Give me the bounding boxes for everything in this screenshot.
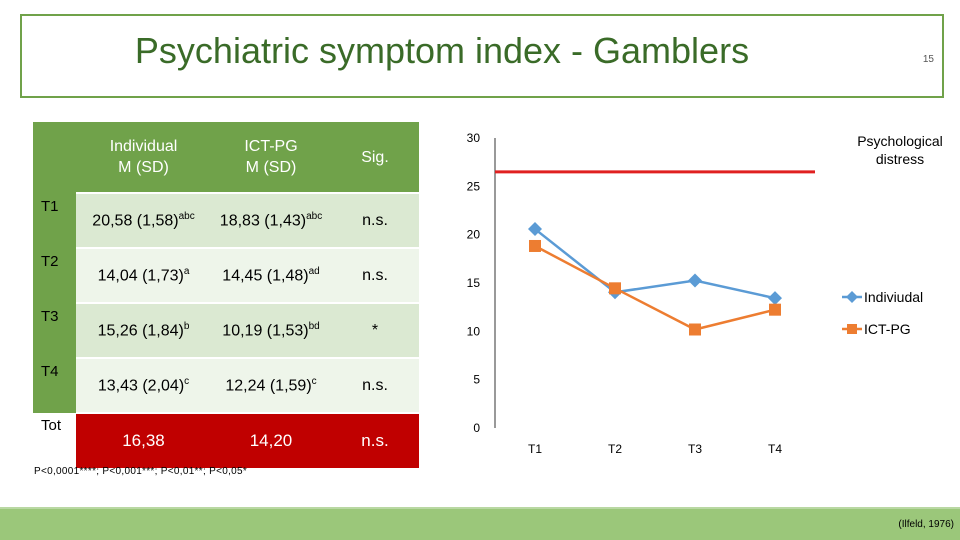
col-header-individual-name: Individual: [109, 138, 178, 155]
table-row: [33, 303, 419, 358]
line-chart: [450, 120, 950, 470]
cell-individual: [76, 248, 211, 303]
cell-value: 10,19 (1,53): [222, 322, 309, 340]
cell-superscript: c: [184, 375, 190, 387]
total-ictpg: 14,20: [211, 413, 331, 468]
cell-individual: [76, 358, 211, 413]
slide-title: Psychiatric symptom index - Gamblers: [134, 30, 750, 71]
data-point: [609, 282, 621, 294]
cell-sig: n.s.: [331, 248, 419, 303]
cell-individual: [76, 303, 211, 358]
table-row: [33, 193, 419, 248]
x-tick-label: T4: [767, 442, 783, 456]
x-tick-label: T2: [607, 442, 623, 456]
cell-value: 15,26 (1,84): [97, 322, 184, 340]
table-corner-cell: [33, 122, 76, 193]
legend-marker: [847, 324, 857, 334]
y-tick-label: 10: [466, 324, 480, 339]
page-number: 15: [922, 54, 934, 65]
row-label: T3: [33, 303, 76, 358]
y-tick-label: 15: [466, 276, 480, 290]
total-sig: n.s.: [331, 413, 419, 468]
table-header-row: [33, 122, 419, 193]
data-point: [768, 291, 782, 305]
cell-superscript: ad: [308, 265, 320, 277]
y-tick-label: 25: [466, 179, 480, 194]
cell-superscript: abc: [178, 210, 195, 222]
cell-value: 18,83 (1,43): [219, 212, 307, 230]
total-label: Tot: [33, 413, 76, 468]
cell-superscript: b: [183, 320, 190, 332]
legend-marker: [846, 291, 858, 303]
row-label: T2: [33, 248, 76, 303]
legend-label: ICT-PG: [864, 321, 911, 337]
col-header-individual: [76, 122, 211, 193]
cell-ictpg: [211, 303, 331, 358]
data-point: [769, 304, 781, 316]
cell-individual: [76, 193, 211, 248]
cell-ictpg: [211, 248, 331, 303]
footer-bar: [0, 507, 960, 540]
cell-superscript: abc: [306, 210, 323, 222]
title-box: [20, 14, 944, 98]
col-header-ictpg-stat: M (SD): [245, 159, 297, 176]
cell-ictpg: [211, 193, 331, 248]
col-header-ictpg: [211, 122, 331, 193]
col-header-sig: Sig.: [331, 122, 419, 193]
data-point: [688, 273, 702, 287]
cell-ictpg: [211, 358, 331, 413]
cell-sig: n.s.: [331, 193, 419, 248]
data-point: [689, 323, 701, 335]
significance-footnote: P<0,0001****; P<0,001***; P<0,01**; P<0,05*: [34, 466, 248, 477]
col-header-individual-stat: M (SD): [118, 159, 169, 176]
cell-sig: n.s.: [331, 358, 419, 413]
threshold-label: Psychological distress: [857, 133, 943, 167]
cell-superscript: a: [183, 265, 190, 277]
cell-value: 20,58 (1,58): [92, 212, 179, 230]
cell-sig: *: [331, 303, 419, 358]
table-total-row: [33, 413, 419, 468]
y-tick-label: 20: [466, 227, 480, 242]
cell-superscript: c: [311, 375, 317, 387]
cell-value: 13,43 (2,04): [97, 377, 185, 395]
results-table: [33, 122, 419, 468]
table-row: [33, 248, 419, 303]
citation: (Ilfeld, 1976): [898, 519, 954, 530]
table-row: [33, 358, 419, 413]
cell-superscript: bd: [308, 320, 320, 332]
col-header-ictpg-name: ICT-PG: [244, 138, 298, 155]
row-label: T1: [33, 193, 76, 248]
y-tick-label: 30: [466, 131, 480, 145]
x-tick-label: T3: [687, 442, 703, 456]
total-individual: 16,38: [76, 413, 211, 468]
y-tick-label: 5: [473, 372, 480, 387]
row-label: T4: [33, 358, 76, 413]
legend-label: Indiviudal: [864, 289, 924, 305]
cell-value: 14,04 (1,73): [97, 267, 184, 285]
cell-value: 12,24 (1,59): [225, 377, 312, 395]
y-tick-label: 0: [473, 421, 480, 435]
data-point: [529, 240, 541, 252]
x-tick-label: T1: [527, 442, 543, 456]
cell-value: 14,45 (1,48): [222, 267, 309, 285]
